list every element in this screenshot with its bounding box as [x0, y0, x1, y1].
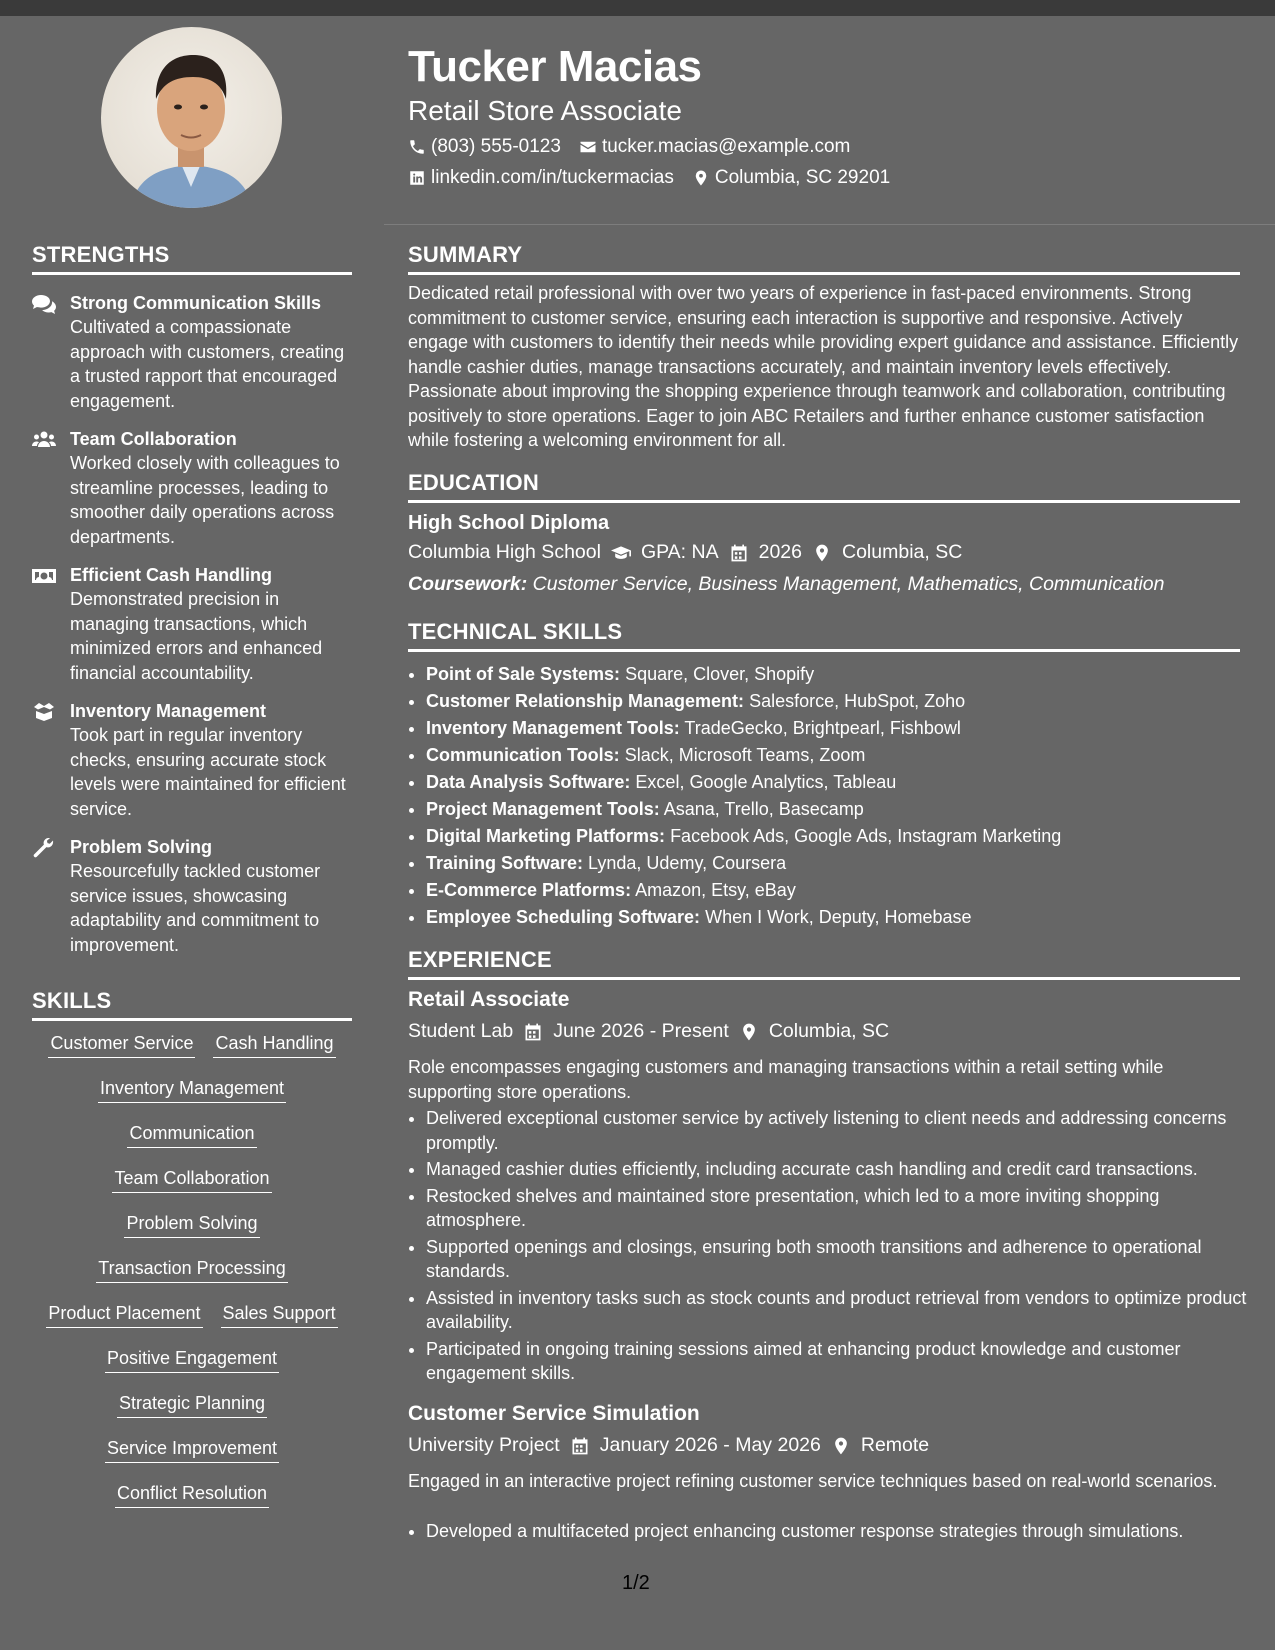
strength-desc: Resourcefully tackled customer service issues, showcasing adaptability and commitment to improvement. [70, 861, 321, 955]
skill-tag: Problem Solving [124, 1210, 259, 1238]
tech-skill-value: Square, Clover, Shopify [625, 664, 815, 684]
job-title: Customer Service Simulation [408, 1402, 700, 1425]
job-dates: June 2026 - Present [553, 1020, 729, 1042]
job-bullets [408, 1106, 1258, 1388]
strength-desc: Took part in regular inventory checks, ensuring accurate stock levels were maintained for efficient service. [70, 725, 346, 819]
strength-item [32, 291, 352, 413]
map-marker-icon [692, 169, 710, 187]
envelope-icon [579, 138, 597, 156]
skills-heading: SKILLS [32, 988, 352, 1021]
graduation-year: 2026 [758, 541, 802, 563]
phone-contact[interactable] [408, 136, 561, 158]
list-item: • Delivered exceptional customer service by actively listening to client needs and addressing concerns promptly. [426, 1106, 1258, 1155]
skills-tags [32, 1030, 352, 1525]
phone-text: (803) 555-0123 [431, 136, 561, 157]
tech-skill-value: Asana, Trello, Basecamp [663, 799, 864, 819]
strength-item [32, 835, 352, 957]
job-bullets [408, 1519, 1258, 1546]
skill-tag: Inventory Management [98, 1075, 286, 1103]
list-item [426, 877, 1258, 904]
strength-title: Efficient Cash Handling [70, 565, 273, 585]
tech-skill-label: Digital Marketing Platforms: [426, 826, 666, 846]
graduation-cap-icon [611, 543, 631, 563]
skill-tag: Conflict Resolution [115, 1480, 269, 1508]
strength-item [32, 563, 352, 685]
strength-desc: Demonstrated precision in managing transactions, which minimized errors and enhanced financial accountability. [70, 589, 323, 683]
skill-tag: Sales Support [221, 1300, 338, 1328]
list-item [426, 688, 1258, 715]
strength-title: Team Collaboration [70, 429, 237, 449]
tech-skill-label: Point of Sale Systems: [426, 664, 621, 684]
tech-skill-label: Employee Scheduling Software: [426, 907, 701, 927]
location-text: Columbia, SC 29201 [714, 167, 891, 188]
page-number: 1/2 [622, 1572, 650, 1594]
strength-title: Inventory Management [70, 701, 267, 721]
summary-text: Dedicated retail professional with over two years of experience in fast-paced environments. Strong commitment to customer service, ensuring each interaction is supportive and responsive. Actively engage with customers to identify their needs while providing expert guidance and assistance. Efficiently handle cashier duties, manage transactions accurately, and maintain inventory levels effectively. Passionate about improving the shopping experience through teamwork and collaboration, contributing positively to store operations. Eager to join ABC Retailers and further enhance customer satisfaction while fostering a welcoming environment for all. [408, 283, 1239, 450]
calendar-icon [523, 1022, 543, 1042]
tech-skill-value: Slack, Microsoft Teams, Zoom [624, 745, 866, 765]
linkedin-icon [408, 169, 426, 187]
skill-tag: Transaction Processing [96, 1255, 287, 1283]
calendar-icon [570, 1436, 590, 1456]
map-marker-icon [739, 1022, 759, 1042]
technical-skills-list [408, 661, 1258, 931]
linkedin-text: linkedin.com/in/tuckermacias [431, 167, 674, 188]
strength-title: Strong Communication Skills [70, 293, 322, 313]
education-heading: EDUCATION [408, 470, 1240, 503]
list-item [426, 904, 1258, 931]
skill-tag: Strategic Planning [117, 1390, 267, 1418]
job-description: Role encompasses engaging customers and managing transactions within a retail setting while supporting store operations. [408, 1057, 1164, 1102]
tech-skill-value: Salesforce, HubSpot, Zoho [749, 691, 966, 711]
coursework-list: Customer Service, Business Management, Mathematics, Communication [532, 573, 1165, 595]
tech-skill-label: E-Commerce Platforms: [426, 880, 632, 900]
profile-photo [101, 27, 282, 208]
tech-skill-label: Project Management Tools: [426, 799, 660, 819]
linkedin-contact[interactable] [408, 167, 674, 189]
map-marker-icon [812, 543, 832, 563]
skill-tag: Product Placement [46, 1300, 202, 1328]
degree-title: High School Diploma [408, 512, 610, 534]
experience-heading: EXPERIENCE [408, 947, 1240, 980]
job-location: Columbia, SC [768, 1020, 890, 1042]
location-contact [692, 167, 890, 189]
coursework-label: Coursework: [408, 573, 528, 595]
skill-tag: Positive Engagement [105, 1345, 279, 1373]
skill-tag: Cash Handling [213, 1030, 335, 1058]
education-location: Columbia, SC [842, 541, 963, 563]
top-bar [0, 0, 1275, 16]
tech-skill-value: Lynda, Udemy, Coursera [588, 853, 787, 873]
boxes-icon [32, 702, 56, 722]
job-dates: January 2026 - May 2026 [599, 1434, 821, 1456]
strengths-heading: STRENGTHS [32, 242, 352, 275]
tech-skill-label: Inventory Management Tools: [426, 718, 680, 738]
phone-icon [408, 138, 426, 156]
job-meta [408, 1020, 1240, 1043]
list-item: • Participated in ongoing training sessions aimed at enhancing product knowledge and customer engagement skills. [426, 1337, 1258, 1386]
tech-skill-label: Customer Relationship Management: [426, 691, 745, 711]
job-meta [408, 1434, 1240, 1457]
job-org: Student Lab [408, 1020, 514, 1042]
list-item [426, 796, 1258, 823]
tech-skill-value: Facebook Ads, Google Ads, Instagram Marketing [670, 826, 1062, 846]
job-description: Engaged in an interactive project refining customer service techniques based on real-world scenarios. [408, 1471, 1218, 1491]
tech-skill-value: TradeGecko, Brightpearl, Fishbowl [684, 718, 961, 738]
list-item: • Developed a multifaceted project enhancing customer response strategies through simulations. [426, 1519, 1258, 1544]
contact-row-2 [408, 167, 890, 189]
list-item [426, 661, 1258, 688]
strengths-list [32, 291, 352, 971]
gpa-text: GPA: NA [640, 541, 719, 563]
calendar-icon [729, 543, 749, 563]
tech-skill-label: Training Software: [426, 853, 584, 873]
skill-tag: Service Improvement [105, 1435, 279, 1463]
strength-title: Problem Solving [70, 837, 213, 857]
strength-desc: Cultivated a compassionate approach with customers, creating a trusted rapport that encouraged engagement. [70, 317, 345, 411]
list-item [426, 823, 1258, 850]
strength-item [32, 427, 352, 549]
contact-row-1 [408, 136, 850, 158]
list-item: • Restocked shelves and maintained store presentation, which led to a more inviting shopping atmosphere. [426, 1184, 1258, 1233]
list-item: • Assisted in inventory tasks such as stock counts and product retrieval from vendors to optimize product availability. [426, 1286, 1258, 1335]
coursework [408, 573, 1240, 596]
job-location: Remote [860, 1434, 930, 1456]
skill-tag: Customer Service [48, 1030, 195, 1058]
job-title: Retail Associate [408, 988, 570, 1011]
list-item: • Managed cashier duties efficiently, including accurate cash handling and credit card transactions. [426, 1157, 1258, 1182]
email-contact[interactable] [579, 136, 850, 158]
school-name: Columbia High School [408, 541, 601, 563]
candidate-name: Tucker Macias [408, 42, 702, 91]
tech-skill-label: Communication Tools: [426, 745, 620, 765]
email-text: tucker.macias@example.com [601, 136, 851, 157]
money-bill-icon [32, 566, 56, 586]
skill-tag: Communication [127, 1120, 256, 1148]
tech-skill-value: When I Work, Deputy, Homebase [705, 907, 972, 927]
wrench-icon [32, 838, 56, 858]
tech-skill-label: Data Analysis Software: [426, 772, 631, 792]
candidate-title: Retail Store Associate [408, 95, 682, 126]
skill-tag: Team Collaboration [112, 1165, 271, 1193]
comments-icon [32, 294, 56, 314]
map-marker-icon [831, 1436, 851, 1456]
strength-item [32, 699, 352, 821]
education-meta [408, 541, 1240, 564]
tech-skill-value: Amazon, Etsy, eBay [635, 880, 796, 900]
list-item [426, 742, 1258, 769]
header-divider [384, 224, 1275, 225]
list-item [426, 850, 1258, 877]
strength-desc: Worked closely with colleagues to streamline processes, leading to smoother daily operations across departments. [70, 453, 340, 547]
technical-skills-heading: TECHNICAL SKILLS [408, 619, 1240, 652]
job-org: University Project [408, 1434, 560, 1456]
users-icon [32, 430, 56, 450]
list-item [426, 769, 1258, 796]
list-item [426, 715, 1258, 742]
list-item: • Supported openings and closings, ensuring both smooth transitions and adherence to operational standards. [426, 1235, 1258, 1284]
tech-skill-value: Excel, Google Analytics, Tableau [635, 772, 897, 792]
summary-heading: SUMMARY [408, 242, 1240, 275]
